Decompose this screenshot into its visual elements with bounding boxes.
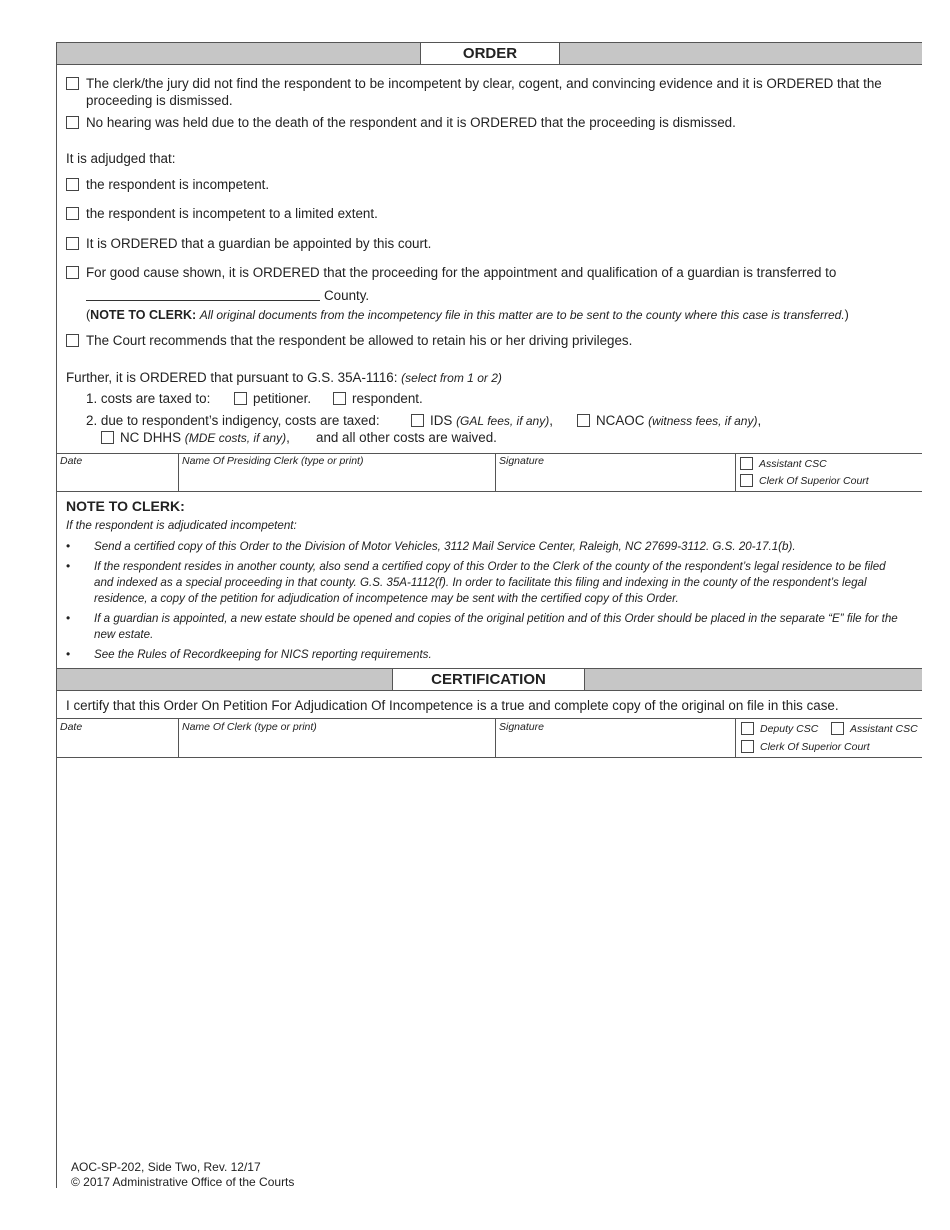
sig-row-divider-2 (495, 453, 496, 491)
cert-row-divider-1 (178, 718, 179, 757)
dismissed-checkbox[interactable] (66, 77, 79, 90)
form-id: AOC-SP-202, Side Two, Rev. 12/17 (71, 1160, 261, 1174)
assistant-csc-label: Assistant CSC (759, 458, 827, 470)
cert-row-top-line (57, 718, 922, 719)
ncdhhs-option: NC DHHS (MDE costs, if any), (120, 430, 290, 445)
transfer-note-bold: NOTE TO CLERK: (90, 308, 197, 322)
dismissed-text-line1: The clerk/the jury did not find the respondent to be incompetent by clear, cogent, and convincing evidence and it is ORDERED that the (86, 76, 882, 91)
waived-text: and all other costs are waived. (316, 430, 497, 445)
ncdhhs-label: NC DHHS (120, 430, 182, 445)
sig-row-bottom-line (57, 491, 922, 492)
note-bullet-4: See the Rules of Recordkeeping for NICS reporting requirements. (94, 648, 432, 661)
county-label: County. (324, 288, 370, 303)
transfer-checkbox[interactable] (66, 266, 79, 279)
cert-date-field[interactable]: Date (60, 721, 83, 733)
costs1-label: 1. costs are taxed to: (86, 391, 211, 406)
ncdhhs-checkbox[interactable] (101, 431, 114, 444)
bullet-4-icon: • (66, 647, 71, 661)
death-text: No hearing was held due to the death of the respondent and it is ORDERED that the proceeding is dismissed. (86, 115, 736, 130)
sig-row-divider-1 (178, 453, 179, 491)
bullet-3-icon: • (66, 611, 71, 625)
cert-row-divider-2 (495, 718, 496, 757)
further-ordered (66, 369, 502, 387)
note-intro: If the respondent is adjudicated incompetent: (66, 519, 297, 532)
note-bullet-2: If the respondent resides in another county, also send a certified copy of this Order to the Clerk of the county of the respondent’s legal residence to be filed and indexed as a special proceeding in that county. G.S. 35A-1112(f). In order to facilitate this filing and indexing in the county of the respondent’s legal residence, a copy of the petition for adjudication of incompetence may be sent with the certified copy of this Order. (94, 560, 886, 605)
death-checkbox[interactable] (66, 116, 79, 129)
cert-clerk-superior-court-checkbox[interactable] (741, 740, 754, 753)
order-date-field[interactable]: Date (60, 455, 83, 467)
guardian-text: It is ORDERED that a guardian be appointed by this court. (86, 236, 432, 251)
order-signature-field[interactable]: Signature (499, 455, 544, 467)
clerk-superior-court-checkbox[interactable] (740, 474, 753, 487)
certification-title: CERTIFICATION (392, 669, 585, 690)
ncdhhs-note: (MDE costs, if any) (184, 431, 287, 445)
further-text: Further, it is ORDERED that pursuant to G.S. 35A-1116: (66, 370, 398, 385)
cert-row-divider-3 (735, 718, 736, 757)
cert-clerk-name-field[interactable]: Name Of Clerk (type or print) (182, 721, 317, 733)
ncaoc-note: (witness fees, if any) (648, 414, 758, 428)
respondent-label: respondent. (352, 391, 423, 406)
note-to-clerk-heading: NOTE TO CLERK: (66, 498, 185, 514)
limited-incompetent-text: the respondent is incompetent to a limited extent. (86, 206, 378, 221)
cert-assistant-csc-checkbox[interactable] (831, 722, 844, 735)
ids-option: IDS (GAL fees, if any), (430, 413, 553, 428)
certification-header-bar (57, 668, 922, 691)
petitioner-label: petitioner. (253, 391, 312, 406)
driving-text: The Court recommends that the respondent be allowed to retain his or her driving privileges. (86, 333, 633, 348)
guardian-checkbox[interactable] (66, 237, 79, 250)
order-header-bar (57, 42, 922, 65)
ncaoc-checkbox[interactable] (577, 414, 590, 427)
respondent-checkbox[interactable] (333, 392, 346, 405)
assistant-csc-checkbox[interactable] (740, 457, 753, 470)
transfer-note-italic: All original documents from the incompetency file in this matter are to be sent to the county where this case is transferred. (199, 308, 845, 322)
ids-checkbox[interactable] (411, 414, 424, 427)
transfer-text: For good cause shown, it is ORDERED that the proceeding for the appointment and qualification of a guardian is transferred to (86, 265, 837, 280)
sig-row-divider-3 (735, 453, 736, 491)
petitioner-checkbox[interactable] (234, 392, 247, 405)
left-border (56, 42, 57, 1188)
incompetent-text: the respondent is incompetent. (86, 177, 270, 192)
dismissed-text-line2: proceeding is dismissed. (86, 93, 233, 108)
adjudged-label: It is adjudged that: (66, 151, 176, 166)
deputy-csc-checkbox[interactable] (741, 722, 754, 735)
presiding-clerk-name-field[interactable]: Name Of Presiding Clerk (type or print) (182, 455, 364, 467)
order-title: ORDER (420, 43, 560, 64)
cert-row-bottom-line (57, 757, 922, 758)
ids-label: IDS (430, 413, 453, 428)
further-note: (select from 1 or 2) (401, 371, 502, 385)
certification-text: I certify that this Order On Petition For Adjudication Of Incompetence is a true and complete copy of the original on file in this case. (66, 698, 839, 713)
sig-row-top-line (57, 453, 922, 454)
ncaoc-option: NCAOC (witness fees, if any), (596, 413, 762, 428)
costs2-label: 2. due to respondent’s indigency, costs are taxed: (86, 413, 380, 428)
cert-assistant-csc-label: Assistant CSC (850, 723, 918, 735)
county-input-line[interactable] (86, 300, 320, 301)
cert-clerk-superior-court-label: Clerk Of Superior Court (760, 741, 870, 753)
deputy-csc-label: Deputy CSC (760, 723, 819, 735)
driving-checkbox[interactable] (66, 334, 79, 347)
transfer-note: (NOTE TO CLERK: All original documents from the incompetency file in this matter are to be sent to the county where this case is transferred.) (86, 308, 849, 322)
incompetent-checkbox[interactable] (66, 178, 79, 191)
limited-incompetent-checkbox[interactable] (66, 207, 79, 220)
copyright: © 2017 Administrative Office of the Courts (71, 1175, 295, 1189)
cert-signature-field[interactable]: Signature (499, 721, 544, 733)
ids-note: (GAL fees, if any) (456, 414, 550, 428)
ncaoc-label: NCAOC (596, 413, 645, 428)
note-bullet-1: Send a certified copy of this Order to the Division of Motor Vehicles, 3112 Mail Service Center, Raleigh, NC 27699-3112. G.S. 20-17.1(b). (94, 540, 796, 553)
bullet-1-icon: • (66, 539, 71, 553)
bullet-2-icon: • (66, 559, 71, 573)
clerk-superior-court-label: Clerk Of Superior Court (759, 475, 869, 487)
note-bullet-3: If a guardian is appointed, a new estate should be opened and copies of the original petition and of this Order should be placed in the separate “E” file for the new estate. (94, 612, 898, 641)
